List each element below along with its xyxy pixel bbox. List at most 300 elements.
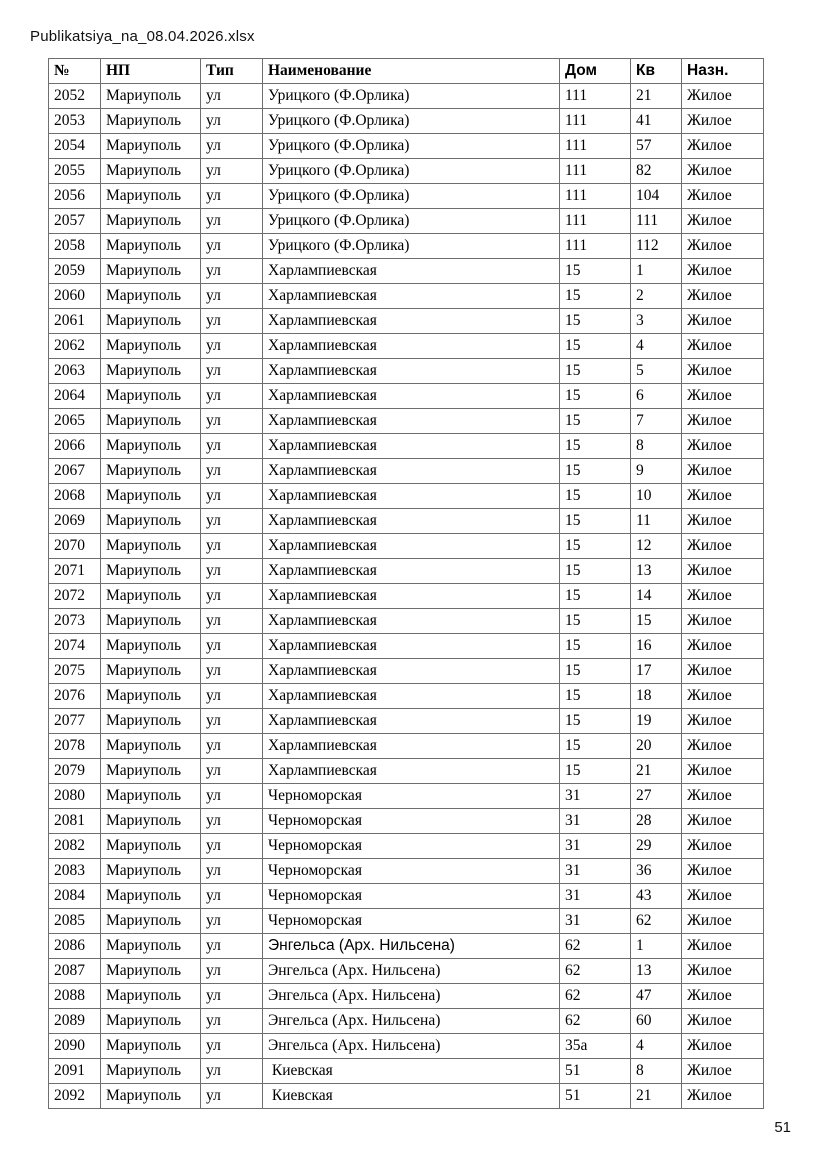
cell-number: 2083	[49, 859, 101, 884]
cell-nazn: Жилое	[682, 759, 764, 784]
cell-np: Мариуполь	[101, 259, 201, 284]
cell-type: ул	[201, 109, 263, 134]
cell-type: ул	[201, 584, 263, 609]
cell-nazn: Жилое	[682, 984, 764, 1009]
cell-number: 2077	[49, 709, 101, 734]
cell-nazn: Жилое	[682, 709, 764, 734]
page-number: 51	[774, 1119, 791, 1136]
cell-number: 2091	[49, 1059, 101, 1084]
column-header-kv: Кв	[631, 59, 682, 84]
cell-type: ул	[201, 334, 263, 359]
cell-type: ул	[201, 234, 263, 259]
cell-type: ул	[201, 459, 263, 484]
table-row	[49, 84, 764, 109]
cell-np: Мариуполь	[101, 659, 201, 684]
table-row	[49, 159, 764, 184]
cell-nazn: Жилое	[682, 959, 764, 984]
cell-np: Мариуполь	[101, 1084, 201, 1109]
cell-street-name: Харлампиевская	[263, 634, 560, 659]
cell-dom: 15	[560, 334, 631, 359]
table-row	[49, 259, 764, 284]
cell-type: ул	[201, 509, 263, 534]
cell-np: Мариуполь	[101, 484, 201, 509]
cell-type: ул	[201, 634, 263, 659]
cell-kv: 57	[631, 134, 682, 159]
cell-number: 2063	[49, 359, 101, 384]
cell-number: 2072	[49, 584, 101, 609]
address-table	[48, 58, 764, 1109]
table-row	[49, 809, 764, 834]
cell-type: ул	[201, 984, 263, 1009]
cell-type: ул	[201, 909, 263, 934]
cell-dom: 62	[560, 1009, 631, 1034]
cell-kv: 82	[631, 159, 682, 184]
cell-type: ул	[201, 684, 263, 709]
cell-number: 2089	[49, 1009, 101, 1034]
cell-street-name: Черноморская	[263, 909, 560, 934]
cell-type: ул	[201, 1084, 263, 1109]
table-row	[49, 534, 764, 559]
table-row	[49, 684, 764, 709]
cell-number: 2085	[49, 909, 101, 934]
table-row	[49, 459, 764, 484]
cell-number: 2055	[49, 159, 101, 184]
cell-nazn: Жилое	[682, 134, 764, 159]
table-row	[49, 309, 764, 334]
table-row	[49, 234, 764, 259]
cell-type: ул	[201, 409, 263, 434]
cell-nazn: Жилое	[682, 634, 764, 659]
table-row	[49, 834, 764, 859]
cell-nazn: Жилое	[682, 659, 764, 684]
cell-nazn: Жилое	[682, 1034, 764, 1059]
cell-kv: 16	[631, 634, 682, 659]
cell-nazn: Жилое	[682, 684, 764, 709]
cell-street-name: Харлампиевская	[263, 759, 560, 784]
cell-nazn: Жилое	[682, 534, 764, 559]
cell-np: Мариуполь	[101, 884, 201, 909]
table-row	[49, 409, 764, 434]
cell-number: 2092	[49, 1084, 101, 1109]
cell-nazn: Жилое	[682, 384, 764, 409]
cell-nazn: Жилое	[682, 1009, 764, 1034]
table-row	[49, 984, 764, 1009]
cell-number: 2052	[49, 84, 101, 109]
cell-kv: 112	[631, 234, 682, 259]
cell-kv: 6	[631, 384, 682, 409]
cell-np: Мариуполь	[101, 284, 201, 309]
cell-type: ул	[201, 934, 263, 959]
cell-number: 2068	[49, 484, 101, 509]
cell-nazn: Жилое	[682, 234, 764, 259]
cell-nazn: Жилое	[682, 559, 764, 584]
cell-street-name: Харлампиевская	[263, 684, 560, 709]
cell-type: ул	[201, 709, 263, 734]
cell-nazn: Жилое	[682, 284, 764, 309]
cell-number: 2081	[49, 809, 101, 834]
cell-dom: 15	[560, 409, 631, 434]
cell-nazn: Жилое	[682, 834, 764, 859]
cell-nazn: Жилое	[682, 84, 764, 109]
table-row	[49, 709, 764, 734]
cell-number: 2087	[49, 959, 101, 984]
cell-type: ул	[201, 609, 263, 634]
cell-nazn: Жилое	[682, 509, 764, 534]
table-row	[49, 859, 764, 884]
cell-street-name: Урицкого (Ф.Орлика)	[263, 84, 560, 109]
cell-kv: 18	[631, 684, 682, 709]
cell-nazn: Жилое	[682, 859, 764, 884]
cell-np: Мариуполь	[101, 684, 201, 709]
cell-np: Мариуполь	[101, 184, 201, 209]
cell-np: Мариуполь	[101, 1059, 201, 1084]
table-row	[49, 784, 764, 809]
column-header-name: Наименование	[263, 59, 560, 84]
cell-nazn: Жилое	[682, 934, 764, 959]
cell-type: ул	[201, 784, 263, 809]
document-title: Publikatsiya_na_08.04.2026.xlsx	[30, 28, 255, 45]
table-row	[49, 1009, 764, 1034]
cell-np: Мариуполь	[101, 534, 201, 559]
cell-np: Мариуполь	[101, 859, 201, 884]
cell-street-name: Харлампиевская	[263, 259, 560, 284]
table-row	[49, 134, 764, 159]
cell-street-name: Харлампиевская	[263, 559, 560, 584]
cell-dom: 15	[560, 609, 631, 634]
cell-np: Мариуполь	[101, 509, 201, 534]
cell-street-name: Урицкого (Ф.Орлика)	[263, 109, 560, 134]
cell-dom: 111	[560, 184, 631, 209]
cell-type: ул	[201, 84, 263, 109]
cell-number: 2054	[49, 134, 101, 159]
cell-np: Мариуполь	[101, 384, 201, 409]
cell-nazn: Жилое	[682, 309, 764, 334]
table-row	[49, 434, 764, 459]
cell-nazn: Жилое	[682, 109, 764, 134]
cell-street-name: Энгельса (Арх. Нильсена)	[263, 1009, 560, 1034]
cell-type: ул	[201, 884, 263, 909]
cell-type: ул	[201, 184, 263, 209]
table-row	[49, 209, 764, 234]
cell-kv: 47	[631, 984, 682, 1009]
cell-street-name: Энгельса (Арх. Нильсена)	[263, 1034, 560, 1059]
cell-type: ул	[201, 359, 263, 384]
cell-dom: 15	[560, 684, 631, 709]
cell-dom: 35а	[560, 1034, 631, 1059]
cell-dom: 62	[560, 934, 631, 959]
cell-dom: 15	[560, 584, 631, 609]
cell-kv: 4	[631, 334, 682, 359]
cell-kv: 14	[631, 584, 682, 609]
cell-number: 2067	[49, 459, 101, 484]
table-row	[49, 734, 764, 759]
cell-kv: 43	[631, 884, 682, 909]
cell-kv: 10	[631, 484, 682, 509]
cell-np: Мариуполь	[101, 334, 201, 359]
cell-nazn: Жилое	[682, 1084, 764, 1109]
cell-nazn: Жилое	[682, 734, 764, 759]
cell-np: Мариуполь	[101, 434, 201, 459]
cell-dom: 15	[560, 559, 631, 584]
cell-street-name: Энгельса (Арх. Нильсена)	[263, 984, 560, 1009]
cell-kv: 21	[631, 1084, 682, 1109]
cell-street-name: Харлампиевская	[263, 659, 560, 684]
table-row	[49, 559, 764, 584]
cell-np: Мариуполь	[101, 959, 201, 984]
cell-dom: 51	[560, 1059, 631, 1084]
cell-street-name: Харлампиевская	[263, 359, 560, 384]
table-row	[49, 184, 764, 209]
cell-number: 2053	[49, 109, 101, 134]
cell-number: 2073	[49, 609, 101, 634]
cell-number: 2066	[49, 434, 101, 459]
cell-dom: 15	[560, 459, 631, 484]
cell-kv: 9	[631, 459, 682, 484]
cell-type: ул	[201, 1059, 263, 1084]
cell-np: Мариуполь	[101, 84, 201, 109]
cell-kv: 13	[631, 559, 682, 584]
cell-number: 2080	[49, 784, 101, 809]
cell-kv: 2	[631, 284, 682, 309]
table-row	[49, 484, 764, 509]
cell-number: 2076	[49, 684, 101, 709]
cell-np: Мариуполь	[101, 1009, 201, 1034]
cell-np: Мариуполь	[101, 709, 201, 734]
cell-dom: 51	[560, 1084, 631, 1109]
table-row	[49, 1034, 764, 1059]
cell-nazn: Жилое	[682, 409, 764, 434]
cell-number: 2082	[49, 834, 101, 859]
cell-kv: 12	[631, 534, 682, 559]
cell-street-name: Харлампиевская	[263, 434, 560, 459]
cell-type: ул	[201, 434, 263, 459]
cell-kv: 13	[631, 959, 682, 984]
cell-kv: 104	[631, 184, 682, 209]
cell-nazn: Жилое	[682, 184, 764, 209]
cell-kv: 20	[631, 734, 682, 759]
cell-nazn: Жилое	[682, 884, 764, 909]
cell-street-name: Харлампиевская	[263, 534, 560, 559]
cell-number: 2064	[49, 384, 101, 409]
cell-dom: 15	[560, 634, 631, 659]
column-header-nazn: Назн.	[682, 59, 764, 84]
cell-number: 2090	[49, 1034, 101, 1059]
cell-kv: 21	[631, 759, 682, 784]
cell-number: 2057	[49, 209, 101, 234]
cell-number: 2070	[49, 534, 101, 559]
cell-street-name: Энгельса (Арх. Нильсена)	[263, 959, 560, 984]
cell-street-name: Харлампиевская	[263, 509, 560, 534]
cell-np: Мариуполь	[101, 759, 201, 784]
cell-type: ул	[201, 384, 263, 409]
cell-dom: 15	[560, 284, 631, 309]
cell-type: ул	[201, 159, 263, 184]
cell-kv: 8	[631, 434, 682, 459]
cell-nazn: Жилое	[682, 359, 764, 384]
cell-np: Мариуполь	[101, 409, 201, 434]
cell-dom: 15	[560, 534, 631, 559]
table-row	[49, 609, 764, 634]
cell-type: ул	[201, 534, 263, 559]
cell-np: Мариуполь	[101, 109, 201, 134]
cell-street-name: Урицкого (Ф.Орлика)	[263, 134, 560, 159]
cell-kv: 28	[631, 809, 682, 834]
cell-nazn: Жилое	[682, 334, 764, 359]
cell-dom: 15	[560, 709, 631, 734]
cell-kv: 15	[631, 609, 682, 634]
cell-dom: 111	[560, 84, 631, 109]
cell-kv: 4	[631, 1034, 682, 1059]
cell-dom: 15	[560, 659, 631, 684]
cell-number: 2078	[49, 734, 101, 759]
cell-kv: 3	[631, 309, 682, 334]
cell-number: 2062	[49, 334, 101, 359]
cell-dom: 31	[560, 909, 631, 934]
cell-street-name: Харлампиевская	[263, 484, 560, 509]
table-header-row	[49, 59, 764, 84]
table-row	[49, 884, 764, 909]
cell-kv: 8	[631, 1059, 682, 1084]
table-row	[49, 759, 764, 784]
cell-nazn: Жилое	[682, 584, 764, 609]
cell-kv: 11	[631, 509, 682, 534]
cell-kv: 29	[631, 834, 682, 859]
cell-dom: 15	[560, 309, 631, 334]
cell-dom: 62	[560, 984, 631, 1009]
cell-nazn: Жилое	[682, 209, 764, 234]
cell-nazn: Жилое	[682, 459, 764, 484]
cell-np: Мариуполь	[101, 834, 201, 859]
cell-number: 2071	[49, 559, 101, 584]
cell-street-name: Харлампиевская	[263, 609, 560, 634]
cell-number: 2061	[49, 309, 101, 334]
table-row	[49, 109, 764, 134]
cell-dom: 31	[560, 809, 631, 834]
cell-kv: 17	[631, 659, 682, 684]
cell-type: ул	[201, 959, 263, 984]
cell-street-name: Харлампиевская	[263, 734, 560, 759]
cell-type: ул	[201, 284, 263, 309]
cell-np: Мариуполь	[101, 234, 201, 259]
cell-type: ул	[201, 1034, 263, 1059]
cell-dom: 15	[560, 359, 631, 384]
cell-dom: 31	[560, 784, 631, 809]
cell-nazn: Жилое	[682, 259, 764, 284]
table-row	[49, 359, 764, 384]
table-row	[49, 509, 764, 534]
cell-street-name: Харлампиевская	[263, 284, 560, 309]
cell-type: ул	[201, 659, 263, 684]
table-row	[49, 284, 764, 309]
cell-street-name: Урицкого (Ф.Орлика)	[263, 159, 560, 184]
cell-type: ул	[201, 309, 263, 334]
table-row	[49, 634, 764, 659]
cell-np: Мариуполь	[101, 134, 201, 159]
cell-np: Мариуполь	[101, 934, 201, 959]
cell-nazn: Жилое	[682, 784, 764, 809]
cell-dom: 111	[560, 109, 631, 134]
table-row	[49, 959, 764, 984]
cell-nazn: Жилое	[682, 434, 764, 459]
table-row	[49, 909, 764, 934]
cell-number: 2084	[49, 884, 101, 909]
cell-kv: 19	[631, 709, 682, 734]
cell-number: 2069	[49, 509, 101, 534]
cell-street-name: Урицкого (Ф.Орлика)	[263, 234, 560, 259]
cell-np: Мариуполь	[101, 559, 201, 584]
cell-street-name: Черноморская	[263, 859, 560, 884]
cell-dom: 31	[560, 834, 631, 859]
table-row	[49, 1084, 764, 1109]
cell-kv: 1	[631, 259, 682, 284]
cell-dom: 15	[560, 734, 631, 759]
cell-type: ул	[201, 484, 263, 509]
cell-type: ул	[201, 259, 263, 284]
cell-nazn: Жилое	[682, 609, 764, 634]
cell-np: Мариуполь	[101, 209, 201, 234]
cell-type: ул	[201, 834, 263, 859]
cell-np: Мариуполь	[101, 359, 201, 384]
cell-kv: 62	[631, 909, 682, 934]
cell-dom: 111	[560, 159, 631, 184]
cell-number: 2056	[49, 184, 101, 209]
cell-nazn: Жилое	[682, 909, 764, 934]
cell-dom: 15	[560, 434, 631, 459]
cell-dom: 111	[560, 234, 631, 259]
cell-nazn: Жилое	[682, 159, 764, 184]
cell-np: Мариуполь	[101, 459, 201, 484]
cell-dom: 31	[560, 859, 631, 884]
cell-np: Мариуполь	[101, 609, 201, 634]
cell-number: 2060	[49, 284, 101, 309]
cell-street-name: Черноморская	[263, 884, 560, 909]
cell-type: ул	[201, 1009, 263, 1034]
cell-number: 2088	[49, 984, 101, 1009]
cell-kv: 27	[631, 784, 682, 809]
cell-dom: 15	[560, 484, 631, 509]
cell-kv: 60	[631, 1009, 682, 1034]
cell-dom: 15	[560, 259, 631, 284]
cell-dom: 62	[560, 959, 631, 984]
cell-dom: 15	[560, 509, 631, 534]
cell-kv: 41	[631, 109, 682, 134]
cell-np: Мариуполь	[101, 984, 201, 1009]
cell-street-name: Харлампиевская	[263, 334, 560, 359]
cell-street-name: Харлампиевская	[263, 584, 560, 609]
cell-dom: 31	[560, 884, 631, 909]
cell-np: Мариуполь	[101, 734, 201, 759]
cell-kv: 1	[631, 934, 682, 959]
cell-street-name: Энгельса (Арх. Нильсена)	[263, 934, 560, 959]
cell-dom: 111	[560, 209, 631, 234]
cell-np: Мариуполь	[101, 634, 201, 659]
cell-number: 2059	[49, 259, 101, 284]
cell-np: Мариуполь	[101, 159, 201, 184]
cell-number: 2074	[49, 634, 101, 659]
cell-np: Мариуполь	[101, 584, 201, 609]
cell-nazn: Жилое	[682, 1059, 764, 1084]
cell-type: ул	[201, 859, 263, 884]
cell-number: 2058	[49, 234, 101, 259]
table-row	[49, 934, 764, 959]
cell-number: 2075	[49, 659, 101, 684]
column-header-number: №	[49, 59, 101, 84]
cell-dom: 111	[560, 134, 631, 159]
cell-kv: 36	[631, 859, 682, 884]
cell-street-name: Черноморская	[263, 809, 560, 834]
cell-street-name: Урицкого (Ф.Орлика)	[263, 184, 560, 209]
cell-street-name: Харлампиевская	[263, 459, 560, 484]
